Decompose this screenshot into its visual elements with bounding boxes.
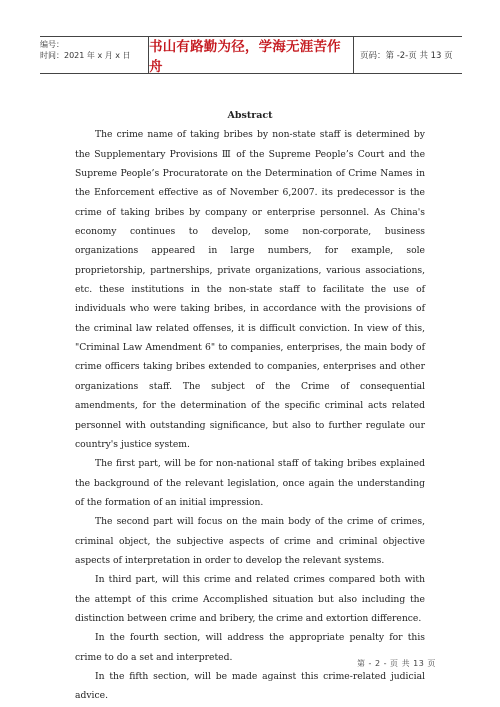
paragraph: In the fourth section, will address the appropriate penalty for this crime to do a set and interpreted.	[75, 632, 425, 663]
header-page-label: 页码：第 -2-页 共 13 页	[360, 51, 453, 61]
header-meta	[40, 37, 148, 73]
paragraph: The second part will focus on the main body of the crime of crimes, criminal object, the subjective aspects of crime and criminal objective aspects of interpretation in order to develop the relevant systems.	[75, 516, 425, 566]
page-header	[40, 36, 462, 74]
paragraph: In third part, will this crime and related crimes compared both with the attempt of this crime Accomplished situation but also including the distinction between crime and bribery, the crime and extortion difference.	[75, 574, 425, 624]
paragraph: The first part, will be for non-national staff of taking bribes explained the background of the relevant legislation, once again the understanding of the formation of an initial impression.	[75, 458, 425, 508]
paragraph: The crime name of taking bribes by non-state staff is determined by the Supplementary Provisions Ⅲ of the Supreme People’s Court and the Supreme People’s Procuratorate on the Determination of Crime Names in the Enforcement effective as of November 6,2007. its predecessor is the crime of taking bribes by company or enterprise personnel. As China's economy continues to develop, some non-corporate, business organizations appeared in large numbers, for example, sole proprietorship, partnerships, private organizations, various associations, etc. these institutions in the non-state staff to facilitate the use of individuals who were taking bribes, in accordance with the provisions of the criminal law related offenses, it is difficult conviction. In view of this, "Criminal Law Amendment 6" to companies, enterprises, the main body of crime officers taking bribes extended to companies, enterprises and other organizations staff. The subject of the Crime of consequential amendments, for the determination of the specific criminal acts related personnel with outstanding significance, but also to further regulate our country's justice system.	[75, 129, 425, 450]
header-motto: 书山有路勤为径，学海无涯苦作舟	[148, 37, 354, 73]
page-footer: 第 - 2 - 页 共 13 页	[357, 659, 436, 668]
paragraph: In the fifth section, will be made against this crime-related judicial advice.	[75, 670, 425, 702]
document-title: Abstract	[227, 110, 273, 121]
document-body	[75, 106, 425, 706]
header-time-label: 时间：2021 年 x 月 x 日	[40, 51, 131, 60]
header-number-label: 编号：	[40, 40, 64, 49]
